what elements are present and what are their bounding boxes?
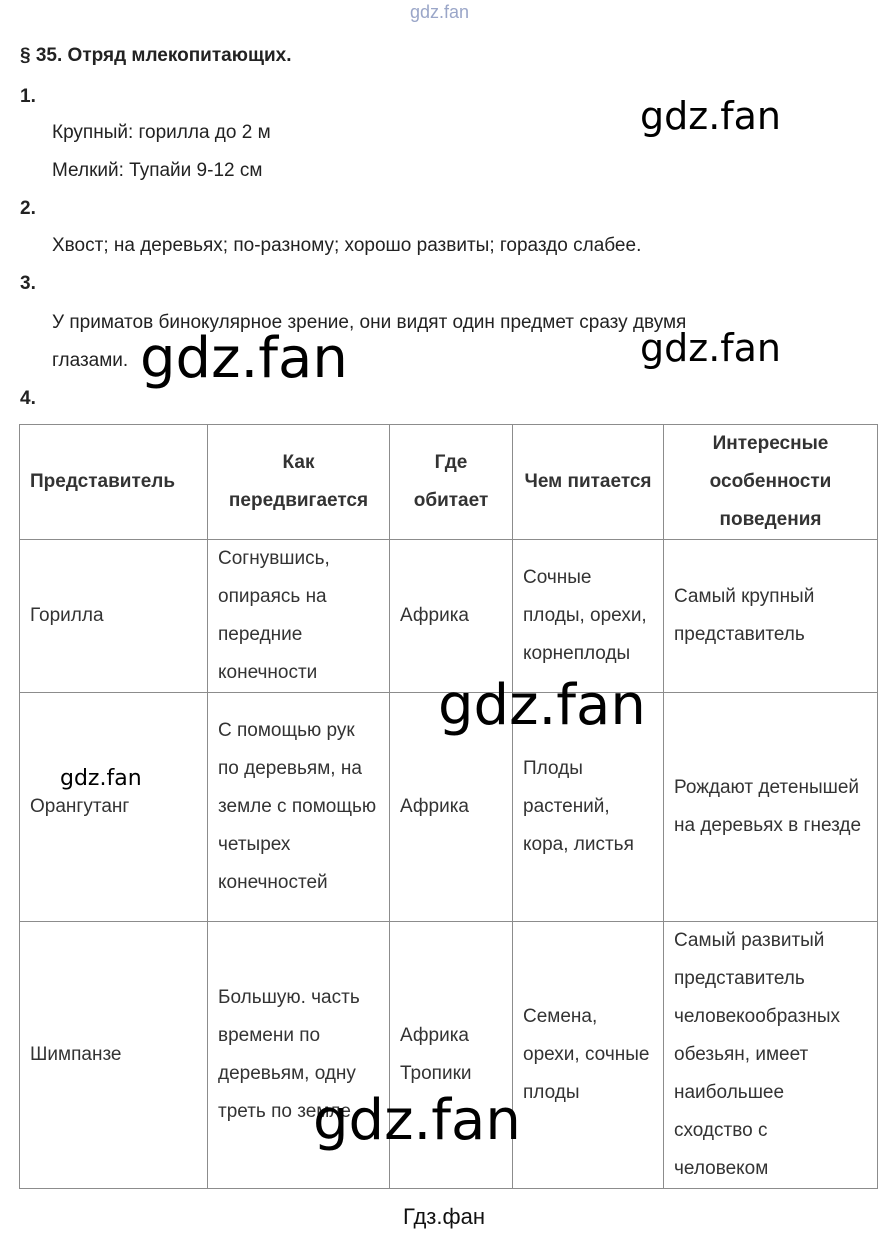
top-watermark: gdz.fan: [410, 2, 470, 22]
table-cell: Согнувшись, опираясь на передние конечности: [208, 540, 390, 693]
question-3-line-1: У приматов бинокулярное зрение, они видят один предмет сразу двумя: [52, 312, 687, 333]
table-cell: Орангутанг: [20, 693, 208, 922]
question-3-number: 3.: [20, 273, 36, 294]
table-cell: Семена, орехи, сочные плоды: [513, 922, 664, 1189]
watermark: gdz.fan: [313, 1088, 521, 1153]
table-cell: Самый крупный представитель: [664, 540, 878, 693]
question-2-answer: Хвост; на деревьях; по-разному; хорошо развиты; гораздо слабее.: [52, 235, 642, 256]
table-cell: Горилла: [20, 540, 208, 693]
table-cell: Африка: [390, 693, 513, 922]
page-title: § 35. Отряд млекопитающих.: [20, 45, 292, 66]
table-cell: Самый развитый представитель человекообразных обезьян, имеет наибольшее сходство с человеком: [664, 922, 878, 1189]
table-cell: Плоды растений, кора, листья: [513, 693, 664, 922]
question-3-line-2: глазами.: [52, 350, 129, 371]
question-1-line-2: Мелкий: Тупайи 9-12 см: [52, 160, 263, 181]
footer-watermark: Гдз.фан: [403, 1204, 485, 1229]
table-header: Интересные особенности поведения: [664, 425, 878, 540]
watermark: gdz.fan: [640, 94, 782, 138]
watermark: gdz.fan: [438, 673, 646, 738]
table-header: Чем питается: [513, 425, 664, 540]
watermark: gdz.fan: [60, 766, 142, 791]
table-header: Представитель: [20, 425, 208, 540]
table-cell: Африка: [390, 540, 513, 693]
question-1-line-1: Крупный: горилла до 2 м: [52, 122, 271, 143]
table-header: Где обитает: [390, 425, 513, 540]
primates-table: [19, 424, 878, 1189]
watermark: gdz.fan: [140, 326, 348, 391]
watermark: gdz.fan: [640, 326, 782, 370]
question-1-number: 1.: [20, 86, 36, 107]
table-cell: Большую. часть времени по деревьям, одну треть по земле: [208, 922, 390, 1189]
table-cell: Сочные плоды, орехи, корнеплоды: [513, 540, 664, 693]
question-2-number: 2.: [20, 198, 36, 219]
table-cell: С помощью рук по деревьям, на земле с помощью четырех конечностей: [208, 693, 390, 922]
table-cell: Рождают детенышей на деревьях в гнезде: [664, 693, 878, 922]
table-row: [20, 540, 878, 693]
table-cell: Шимпанзе: [20, 922, 208, 1189]
table-header-row: [20, 425, 878, 540]
table-header: Как передвигается: [208, 425, 390, 540]
question-4-number: 4.: [20, 388, 36, 409]
table-cell: Африка Тропики: [390, 922, 513, 1189]
